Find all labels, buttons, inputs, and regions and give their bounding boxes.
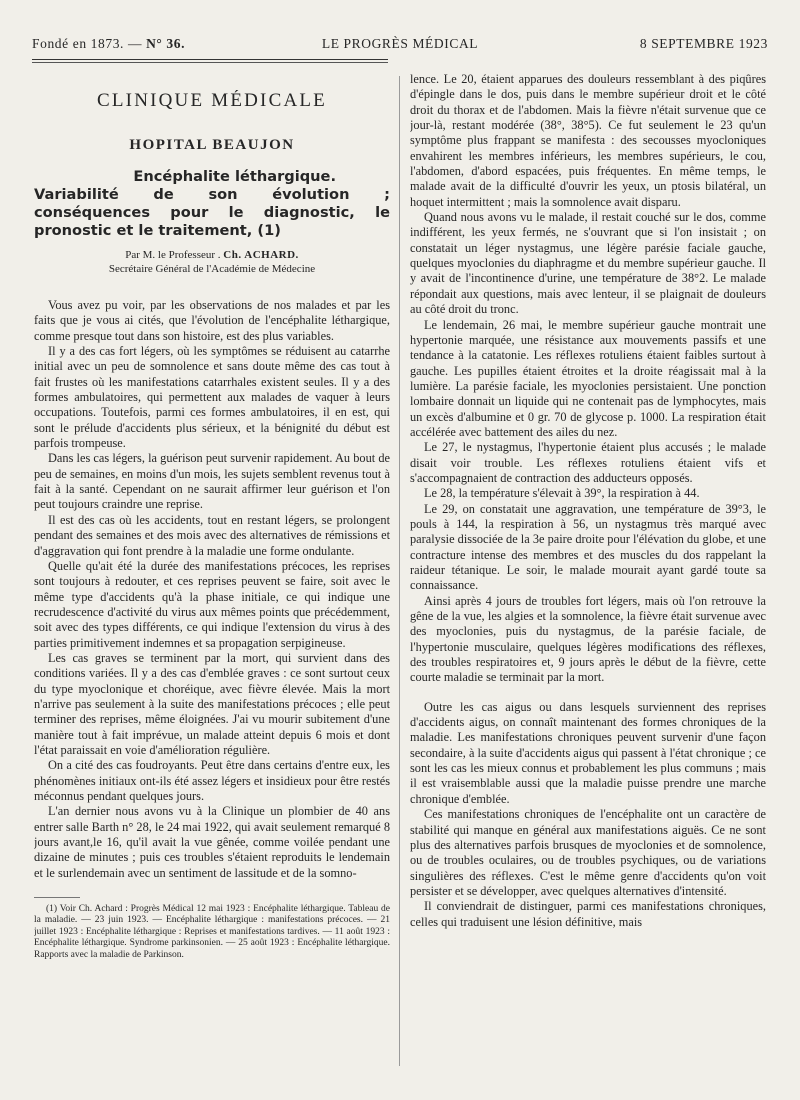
page-header bbox=[32, 36, 768, 56]
journal-title: LE PROGRÈS MÉDICAL bbox=[321, 36, 479, 51]
header-founded: Fondé en 1873. — N° 36. bbox=[32, 36, 186, 51]
paragraph: Le 29, on constatait une aggravation, une température de 39°3, le pouls à 144, la respiration à 56, un nystagmus très marqué avec paralysie dissociée de la 3e paire droite pour l'élévation du globe, et une contracture intense des membres et des muscles du dos rappelant la raideur tétanique. Le soir, le malade mourait ayant gardé toute sa connaissance. bbox=[410, 501, 766, 593]
article-title-sub: Variabilité de son évolution ; conséquences pour le diagnostic, le pronostic et le traitement, (1) bbox=[34, 186, 390, 239]
paragraph: Il conviendrait de distinguer, parmi ces manifestations chroniques, celles qui traduisent une lésion définitive, mais bbox=[410, 899, 766, 929]
paragraph: On a cité des cas foudroyants. Peut être dans certains d'entre eux, les phénomènes initiaux ont-ils été assez légers et insidieux pour être restés méconnus pendant quelques jours. bbox=[34, 758, 390, 803]
paragraph: Le 28, la température s'élevait à 39°, la respiration à 44. bbox=[424, 486, 700, 501]
issue-number: N° 36. bbox=[146, 36, 186, 51]
article-title bbox=[34, 168, 390, 240]
paragraph: Ainsi après 4 jours de troubles fort légers, mais où l'on retrouve la gêne de la vue, les algies et la somnolence, la fièvre était survenue avec des myoclonies, puis du nystagmus, de la parésie faciale, de l'hypertonie musculaire, quelques légères modifications des réflexes, des troubles respiratoires et, 9 jours après le début de la fièvre, cette courte maladie se terminait par la mort. bbox=[410, 593, 766, 685]
paragraph: Quelle qu'ait été la durée des manifestations précoces, les reprises sont toujours à redouter, et ces reprises peuvent se faire, soit avec le même type d'accidents qu'à la phase initiale, ce qui indique une recrudescence d'activité du virus aux mêmes points que précédemment, soit avec des types différents, ce qui indique l'extension du virus à des parties primitivement indemnes et sa propagation serpigineuse. bbox=[34, 558, 390, 650]
author-name: Ch. ACHARD. bbox=[223, 249, 299, 261]
header-rule-thin bbox=[32, 62, 388, 63]
paragraph: Outre les cas aigus ou dans lesquels surviennent des reprises d'accidents aigus, on connaît maintenant des formes chroniques de la maladie. Les manifestations chroniques peuvent survenir d'une façon secondaire, à la suite d'accidents aigus qui passent à l'état chronique ; ce sont les cas les mieux connus et probablement les plus communs ; mais il est vraisemblable aussi que la maladie puisse prendre une marche chronique d'emblée. bbox=[410, 699, 766, 806]
paragraph: lence. Le 20, étaient apparues des douleurs ressemblant à des piqûres d'épingle dans le dos, puis dans le membre supérieur droit et le côté droit du thorax et de l'abdomen. Mais la fièvre n'était survenue que ce jour-là, restant modérée (38°, 38°5). Ce fut seulement le 23 qu'un symptôme plus frappant se manifesta : des secousses myocloniques envahirent les membres inférieurs, les membres supérieurs, le cou, l'abdomen, d'abord espacées, puis fréquentes. En même temps, le malade avait de la difficulté d'ouvrir les yeux, un ptosis bilatéral, un hoquet intermittent ; mais la somnolence avait disparu. bbox=[410, 72, 766, 209]
header-rule bbox=[32, 59, 388, 60]
footnote: (1) Voir Ch. Achard : Progrès Médical 12 mai 1923 : Encéphalite léthargique. Tableau de la maladie. — 23 juin 1923. — Encéphalite léthargique : manifestations précoces. — 21 juillet 1923 : Encéphalite léthargique : Reprises et manifestations tardives. — 11 août 1923 : Encéphalite léthargique. Syndrome parkinsonien. — 25 août 1923 : Encéphalite léthargique. Rapports avec la maladie de Parkinson. bbox=[34, 904, 390, 960]
section-title: CLINIQUE MÉDICALE bbox=[96, 90, 327, 111]
byline: Par M. le Professeur . Ch. ACHARD. bbox=[125, 249, 299, 261]
paragraph: Il y a des cas fort légers, où les symptômes se réduisent au catarrhe initial avec un peu de somnolence et sans doute même des cas tout à fait frustes où les manifestations catarrhales existent seules. Il y a des formes ambulatoires, qui permettent aux malades de vaquer à leurs occupations. Toutefois, parmi ces formes ambulatoires, il en est, qui sont le prélude d'accidents plus sérieux, et la bénignité du début est parfois trompeuse. bbox=[34, 344, 390, 451]
right-column bbox=[410, 72, 766, 1072]
paragraph: Le lendemain, 26 mai, le membre supérieur gauche montrait une hypertonie marquée, une résistance aux mouvements passifs et une tendance à la catatonie. Les réflexes rotuliens étaient faibles surtout à gauche. Les pupilles étaient étroites et la droite réagissait mal à la lumière. La parésie faciale, les myoclonies persistaient. Une ponction lombaire donnait un liquide qui ne contenait pas de lymphocytes, mais un excès d'albumine et 0 gr. 70 de glycose p. 1000. La respiration était accélérée avec battement des ailes du nez. bbox=[410, 317, 766, 439]
paragraph: Dans les cas légers, la guérison peut survenir rapidement. Au bout de peu de semaines, en moins d'un mois, les sujets semblent revenus tout à fait à la santé. Cependant on ne saurait affirmer leur guérison et l'on peut toujours craindre une reprise. bbox=[34, 451, 390, 512]
hospital-name: HOPITAL BEAUJON bbox=[129, 137, 295, 153]
footnote-rule bbox=[34, 897, 80, 898]
paragraph: Il est des cas où les accidents, tout en restant légers, se prolongent pendant des semaines et des mois avec des alternatives de rémissions et d'aggravation qui font prendre à la maladie une forme ondulante. bbox=[34, 512, 390, 558]
paragraph: Quand nous avons vu le malade, il restait couché sur le dos, comme indifférent, les yeux fermés, ne s'ouvrant que si l'on insistait ; on constatait un léger nystagmus, une légère parésie faciale gauche, quelques myoclonies du diaphragme et du membre supérieur gauche. Il y avait de l'incontinence d'urine, une température de 38°2. Le malade répondait aux questions, mais avec lenteur, il se plaignait de douleurs au côté droit du tronc. bbox=[410, 210, 766, 317]
issue-date: 8 SEPTEMBRE 1923 bbox=[639, 36, 768, 51]
left-column bbox=[34, 90, 390, 1080]
paragraph: Le 27, le nystagmus, l'hypertonie étaient plus accusés ; le malade disait voir trouble. Les réflexes rotuliens étaient vifs et s'accompagnaient de contraction des adducteurs opposés. bbox=[410, 440, 766, 485]
paragraph: Les cas graves se terminent par la mort, qui survient dans des conditions variées. Il y a des cas d'emblée graves : ce sont surtout ceux du type myoclonique et choréique, avec fièvre élevée. Mais la mort n'arrive pas seulement à la suite des manifestations précoces ; elle peut terminer des reprises, même éloignées. J'ai vu mourir subitement d'une manière tout à fait imprévue, un malade atteint depuis 6 mois et dont l'état paraissait en voie d'amélioration régulière. bbox=[34, 650, 390, 757]
paragraph: Ces manifestations chroniques de l'encéphalite ont un caractère de stabilité qui manque en général aux manifestations aiguës. Ce ne sont plus des alternatives parfois brusques de myoclonies et de somnolence, ou de troubles oculaires, ou de troubles psychiques, ou de variations singulières des réflexes. C'est le même genre d'accidents qu'on voit persister et se développer, avec quelques alternatives d'intensité. bbox=[410, 807, 766, 898]
paragraph: Vous avez pu voir, par les observations de nos malades et par les faits que je vous ai cités, que l'évolution de l'encéphalite léthargique, comme presque tout dans son histoire, est des plus variables. bbox=[34, 298, 390, 343]
author-role: Secrétaire Général de l'Académie de Médecine bbox=[108, 263, 316, 275]
paragraph: L'an dernier nous avons vu à la Clinique un plombier de 40 ans entrer salle Barth n° 28, le 24 mai 1922, qui avait seulement remarqué 8 jours avant,le 16, qu'il avait la vue gênée, comme voilée pendant une dizaine de minutes ; puis ces troubles s'étaient reproduits le lendemain et le surlendemain avec un sentiment de lassitude et de la somno- bbox=[34, 804, 390, 880]
article-title-main: Encéphalite léthargique. bbox=[133, 168, 336, 185]
column-divider bbox=[399, 76, 400, 1066]
